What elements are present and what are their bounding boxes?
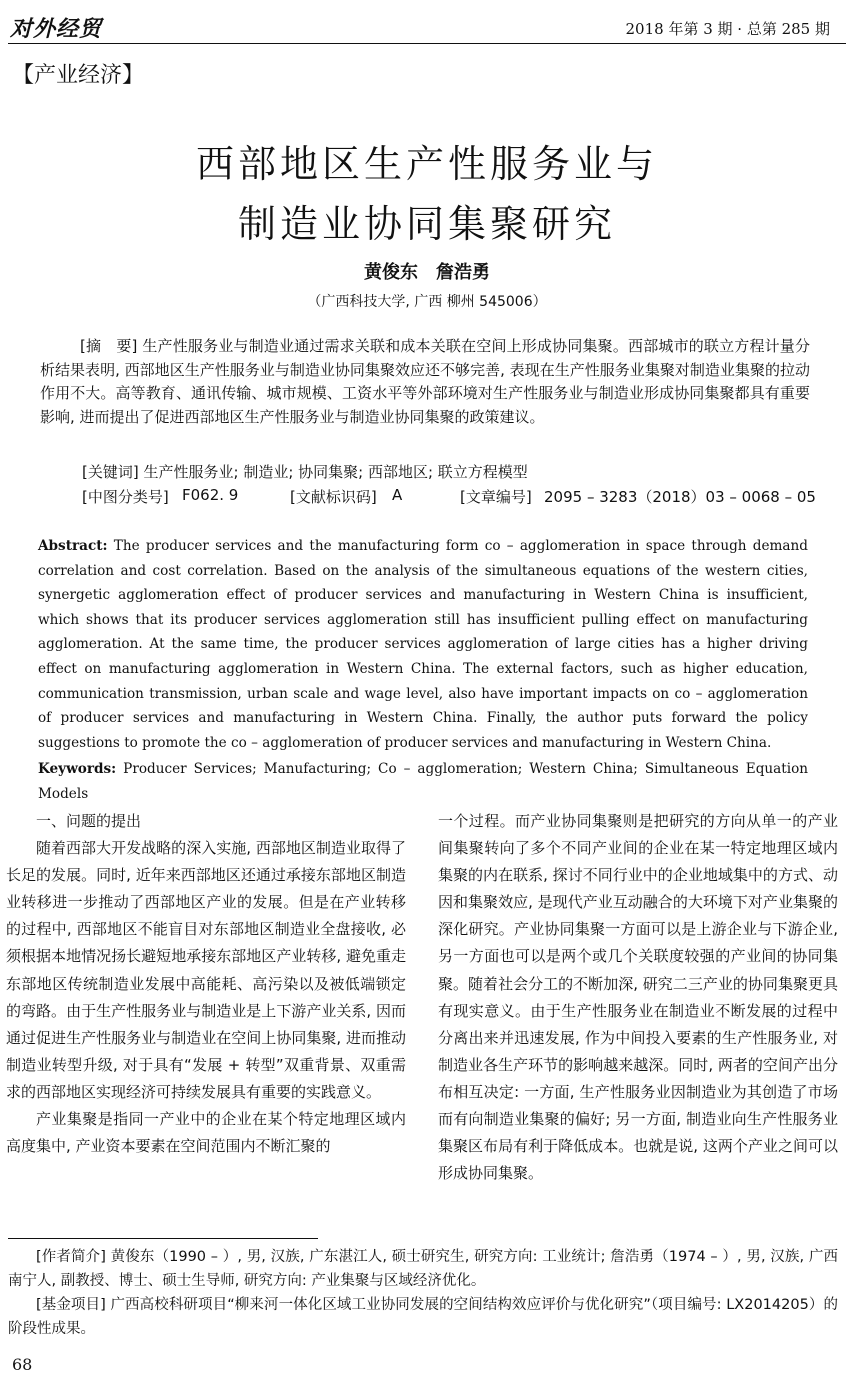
- body-paragraph-3: 一个过程。而产业协同集聚则是把研究的方向从单一的产业间集聚转向了多个不同产业间的企业在某一特定地理区域内集聚的内在联系, 探讨不同行业中的企业地域集中的方式、动因和集聚效应, 是现代产业互动融合的大环境下对产业集聚的深化研究。产业协同集聚一方面可以是上游企业与下游企业, 另一方面也可以是两个或几个关联度较强的产业间的协同集聚。随着社会分工的不断加深, 研究二三产业的协同集聚更具有现实意义。由于生产性服务业在制造业不断发展的过程中分离出来并迅速发展, 作为中间投入要素的生产性服务业, 对制造业各生产环节的影响越来越深。同时, 两者的空间产出分布相互决定: 一方面, 生产性服务业因制造业为其创造了市场而有向制造业集聚的偏好; 另一方面, 制造业向生产性服务业集聚区布局有利于降低成本。也就是说, 这两个产业之间可以形成协同集聚。: [438, 812, 838, 1183]
- header-rule: [8, 43, 846, 44]
- classification-row: [82, 486, 822, 508]
- body-right-column: [438, 808, 838, 1187]
- authors: 黄俊东 詹浩勇: [364, 262, 490, 283]
- doc-label: [文献标识码]: [290, 488, 377, 506]
- footnotes: [8, 1245, 838, 1341]
- cn-abstract: [40, 335, 810, 429]
- cn-abstract-label: [摘 要]: [80, 337, 138, 355]
- affiliation: （广西科技大学, 广西 柳州 545006）: [307, 294, 547, 310]
- doc-value: A: [392, 486, 403, 504]
- article-value: 2095 – 3283（2018）03 – 0068 – 05: [544, 488, 816, 506]
- issue-info: 2018 年第 3 期 · 总第 285 期: [625, 20, 830, 38]
- page-number: 68: [12, 1355, 33, 1374]
- en-abstract-text: The producer services and the manufacturing form co – agglomeration in space through demand correlation and cost correlation. Based on the analysis of the simultaneous equations of the western cities, synergetic agglomeration effect of producer services and manufacturing in Western China is insufficient, which shows that its producer services agglomeration still has insufficient pulling effect on manufacturing agglomeration. At the same time, the producer services agglomeration of large cities has a higher driving effect on manufacturing agglomeration in Western China. The external factors, such as higher education, communication transmission, urban scale and wage level, also have important impacts on co – agglomeration of producer services and manufacturing in Western China. Finally, the author puts forward the policy suggestions to promote the co – agglomeration of producer services and manufacturing in Western China.: [38, 538, 808, 751]
- author-note: [作者简介] 黄俊东（1990 – ）, 男, 汉族, 广东湛江人, 硕士研究生, 研究方向: 工业统计; 詹浩勇（1974 – ）, 男, 汉族, 广西南宁人, 副教授、博士、硕士生导师, 研究方向: 产业集聚与区域经济优化。: [8, 1249, 838, 1289]
- en-keywords: [38, 757, 808, 806]
- journal-logo: 对外经贸: [10, 16, 103, 42]
- section-heading: 一、问题的提出: [36, 812, 142, 830]
- body-paragraph-1: 随着西部大开发战略的深入实施, 西部地区制造业取得了长足的发展。同时, 近年来西部地区还通过承接东部地区制造业转移进一步推动了西部地区产业的发展。但是在产业转移的过程中, 西部地区不能盲目对东部地区制造业全盘接收, 必须根据本地情况扬长避短地承接东部地区产业转移, 避免重走东部地区传统制造业发展中高能耗、高污染以及被低端锁定的弯路。由于生产性服务业与制造业是上下游产业关系, 因而通过促进生产性服务业与制造业在空间上协同集聚, 进而推动制造业转型升级, 对于具有“发展 + 转型”双重背景、双重需求的西部地区实现经济可持续发展具有重要的实践意义。: [6, 839, 406, 1101]
- body-paragraph-2: 产业集聚是指同一产业中的企业在某个特定地理区域内高度集中, 产业资本要素在空间范围内不断汇聚的: [6, 1110, 406, 1156]
- keywords-cn: [82, 461, 528, 482]
- fund-note: [基金项目] 广西高校科研项目“柳来河一体化区域工业协同发展的空间结构效应评价与优化研究”（项目编号: LX2014205）的阶段性成果。: [8, 1297, 838, 1337]
- en-keywords-text: Producer Services; Manufacturing; Co – agglomeration; Western China; Simultaneous Equation Models: [38, 761, 809, 802]
- body-left-column: [6, 808, 406, 1160]
- footnote-rule: [8, 1238, 318, 1239]
- en-abstract-label: Abstract:: [38, 538, 108, 554]
- keywords-cn-label: [关键词]: [82, 463, 139, 481]
- cn-abstract-text: 生产性服务业与制造业通过需求关联和成本关联在空间上形成协同集聚。西部城市的联立方程计量分析结果表明, 西部地区生产性服务业与制造业协同集聚效应还不够完善, 表现在生产性服务业集聚对制造业集聚的拉动作用不大。高等教育、通讯传输、城市规模、工资水平等外部环境对生产性服务业与制造业形成协同集聚都具有重要影响, 进而提出了促进西部地区生产性服务业与制造业协同集聚的政策建议。: [40, 337, 810, 426]
- keywords-cn-text: 生产性服务业; 制造业; 协同集聚; 西部地区; 联立方程模型: [143, 463, 528, 481]
- title-line-2: 制造业协同集聚研究: [237, 202, 616, 246]
- title-line-1: 西部地区生产性服务业与: [195, 142, 658, 186]
- section-tag: 【产业经济】: [12, 63, 145, 88]
- en-abstract: [38, 534, 808, 755]
- article-label: [文章编号]: [460, 488, 532, 506]
- en-keywords-label: Keywords:: [38, 761, 117, 777]
- clc-value: F062. 9: [182, 486, 239, 504]
- clc-label: [中图分类号]: [82, 488, 169, 506]
